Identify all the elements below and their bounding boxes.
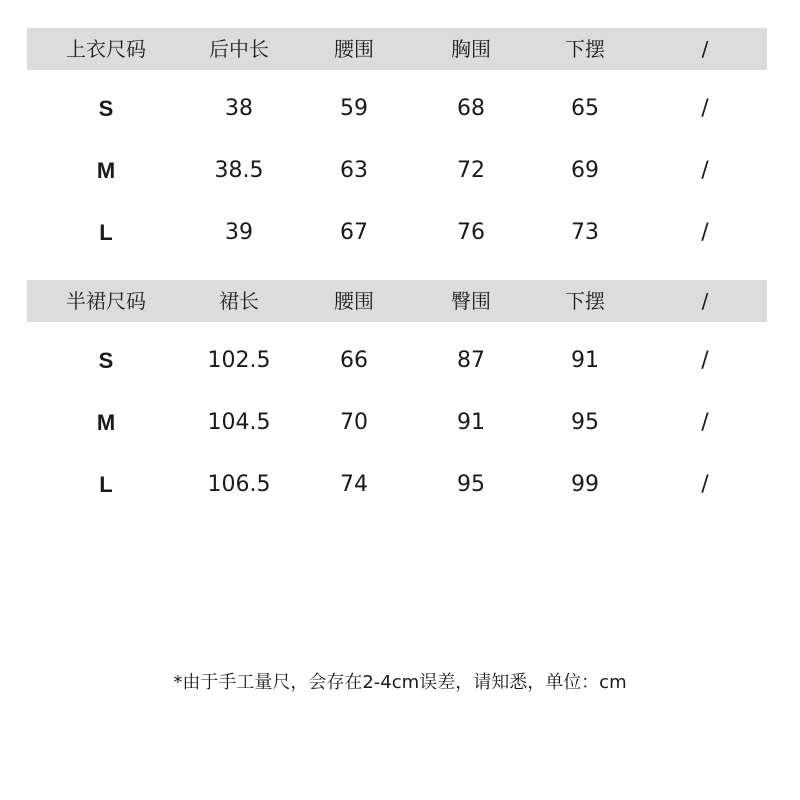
- header-waist: 腰围: [334, 37, 374, 61]
- size-label: L: [99, 220, 113, 245]
- table-row: [27, 392, 767, 454]
- top-size-table: [27, 28, 767, 264]
- skirt-size-table: [27, 280, 767, 516]
- table-cell: 66: [340, 348, 368, 373]
- header-size: 半裙尺码: [66, 289, 146, 313]
- table-cell: /: [701, 220, 709, 245]
- size-label: M: [96, 158, 116, 183]
- table-cell: 67: [340, 220, 368, 245]
- header-hem: 下摆: [565, 37, 605, 61]
- header-slash: /: [701, 37, 709, 61]
- table-cell: 39: [225, 220, 253, 245]
- size-label: S: [98, 348, 114, 373]
- header-skirt-length: 裙长: [219, 289, 259, 313]
- table-cell: 106.5: [207, 472, 271, 497]
- table-cell: 38: [225, 96, 253, 121]
- table-cell: 38.5: [214, 158, 264, 183]
- table-cell: 99: [571, 472, 599, 497]
- table-cell: 59: [340, 96, 368, 121]
- size-label: M: [96, 410, 116, 435]
- header-size: 上衣尺码: [66, 37, 146, 61]
- table-cell: 73: [571, 220, 599, 245]
- table-row: [27, 78, 767, 140]
- header-hip: 臀围: [451, 289, 491, 313]
- header-waist: 腰围: [334, 289, 374, 313]
- size-label: S: [98, 96, 114, 121]
- size-label: L: [99, 472, 113, 497]
- table-header-row: [27, 28, 767, 70]
- header-hem: 下摆: [565, 289, 605, 313]
- table-cell: 74: [340, 472, 368, 497]
- table-cell: 104.5: [207, 410, 271, 435]
- table-cell: /: [701, 410, 709, 435]
- table-cell: 91: [571, 348, 599, 373]
- header-chest: 胸围: [451, 37, 491, 61]
- header-slash: /: [701, 289, 709, 313]
- table-cell: 72: [457, 158, 485, 183]
- table-row: [27, 202, 767, 264]
- table-cell: 76: [457, 220, 485, 245]
- table-row: [27, 330, 767, 392]
- table-cell: 102.5: [207, 348, 271, 373]
- measurement-note: *由于手工量尺，会存在2-4cm误差，请知悉，单位：cm: [173, 672, 627, 693]
- table-cell: 65: [571, 96, 599, 121]
- table-cell: 68: [457, 96, 485, 121]
- table-cell: 91: [457, 410, 485, 435]
- table-header-row: [27, 280, 767, 322]
- table-cell: 70: [340, 410, 368, 435]
- table-cell: 95: [571, 410, 599, 435]
- table-cell: 63: [340, 158, 368, 183]
- header-back-length: 后中长: [209, 37, 269, 61]
- table-row: [27, 140, 767, 202]
- table-cell: /: [701, 472, 709, 497]
- table-row: [27, 454, 767, 516]
- table-cell: /: [701, 348, 709, 373]
- table-cell: 69: [571, 158, 599, 183]
- table-cell: 87: [457, 348, 485, 373]
- table-cell: /: [701, 158, 709, 183]
- table-cell: 95: [457, 472, 485, 497]
- table-cell: /: [701, 96, 709, 121]
